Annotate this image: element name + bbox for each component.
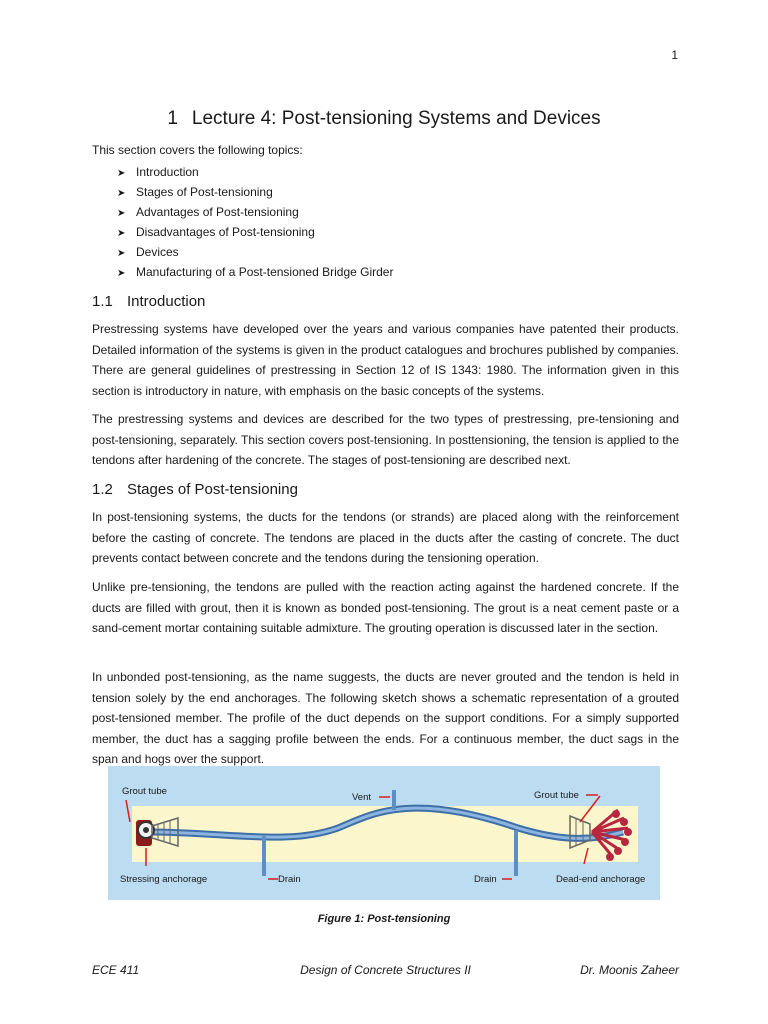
topic-item (117, 203, 393, 223)
post-tensioning-diagram (108, 766, 660, 900)
arrow-bullet-icon: ➤ (117, 208, 126, 219)
topic-item (117, 243, 393, 263)
topic-label: Devices (136, 245, 179, 259)
paragraph: The prestressing systems and devices are described for the two types of prestressing, pre-tensioning and post-tensioning, separately. This section covers post-tensioning. In posttensioning, the tension is applied to the tendons after hardening of the concrete. The stages of post-tensioning are described next. (92, 412, 679, 467)
label-drain-right: Drain (474, 874, 497, 885)
label-grout-tube-left: Grout tube (122, 786, 167, 797)
topic-label: Manufacturing of a Post-tensioned Bridge Girder (136, 265, 394, 279)
title-number: 1 (167, 108, 178, 129)
topics-list (117, 163, 393, 283)
arrow-bullet-icon: ➤ (117, 168, 126, 179)
topic-label: Advantages of Post-tensioning (136, 205, 299, 219)
paragraph: Unlike pre-tensioning, the tendons are pulled with the reaction acting against the hardened concrete. If the ducts are filled with grout, then it is known as bonded post-tensioning. The grout is a neat cement paste or a sand-cement mortar containing suitable admixture. The grouting operation is discussed later in the section. (92, 580, 679, 635)
section-title: Introduction (127, 293, 206, 310)
topic-label: Stages of Post-tensioning (136, 185, 273, 199)
label-vent: Vent (352, 792, 372, 803)
topic-item (117, 223, 393, 243)
footer-subject: Design of Concrete Structures II (300, 963, 471, 977)
intro-line: This section covers the following topics: (92, 143, 303, 157)
section-number: 1.2 (92, 481, 113, 498)
title-text: Lecture 4: Post-tensioning Systems and Devices (191, 108, 601, 129)
section-heading-introduction (92, 293, 205, 310)
section-title: Stages of Post-tensioning (127, 481, 298, 498)
topic-item (117, 163, 393, 183)
paragraph: Prestressing systems have developed over the years and various companies have patented their products. Detailed information of the systems is given in the product catalogues and brochures published by companies. There are general guidelines of prestressing in Section 12 of IS 1343: 1980. The information given in this section is introductory in nature, with emphasis on the basic concepts of the systems. (92, 322, 679, 398)
paragraph: In unbonded post-tensioning, as the name suggests, the ducts are never grouted and the tendon is held in tension solely by the end anchorages. The following sketch shows a schematic representation of a grouted post-tensioned member. The profile of the duct depends on the support conditions. For a simply supported member, the duct has a sagging profile between the ends. For a continuous member, the duct sags in the span and hogs over the support. (92, 670, 679, 766)
label-grout-tube-right: Grout tube (534, 790, 579, 801)
arrow-bullet-icon: ➤ (117, 248, 126, 259)
label-stressing-anchorage: Stressing anchorage (120, 874, 208, 885)
topic-label: Disadvantages of Post-tensioning (136, 225, 315, 239)
section-number: 1.1 (92, 293, 113, 310)
paragraph: In post-tensioning systems, the ducts for the tendons (or strands) are placed along with the reinforcement before the casting of concrete. The tendons are placed in the ducts after the casting of concrete. The duct prevents contact between concrete and the tendons during the tensioning operation. (92, 510, 679, 565)
post-tensioning-figure (108, 766, 660, 900)
arrow-bullet-icon: ➤ (117, 188, 126, 199)
page-title (0, 108, 768, 130)
topic-label: Introduction (136, 165, 199, 179)
label-dead-end-anchorage: Dead-end anchorage (556, 874, 646, 885)
footer-course: ECE 411 (92, 963, 140, 977)
topic-item (117, 263, 393, 283)
figure-caption: Figure 1: Post-tensioning (317, 913, 451, 925)
arrow-bullet-icon: ➤ (117, 268, 126, 279)
page-number: 1 (671, 48, 678, 62)
footer-author: Dr. Moonis Zaheer (580, 963, 679, 977)
section-heading-stages (92, 481, 298, 498)
arrow-bullet-icon: ➤ (117, 228, 126, 239)
label-drain-left: Drain (278, 874, 301, 885)
topic-item (117, 183, 393, 203)
